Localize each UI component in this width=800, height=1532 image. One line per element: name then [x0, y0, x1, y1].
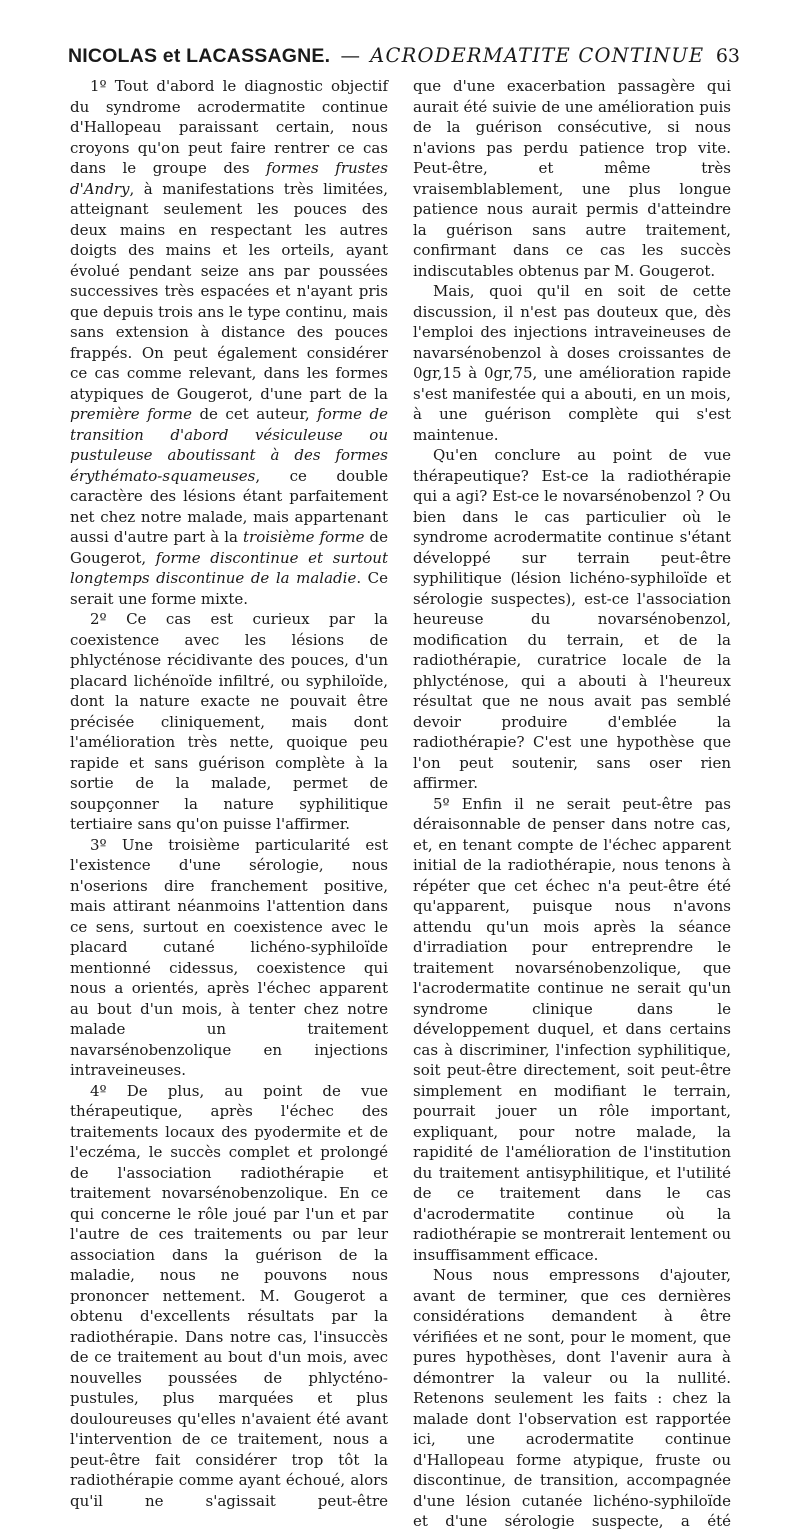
text-run: de cet auteur,: [191, 405, 318, 423]
italic-run: troisième forme: [243, 528, 365, 546]
paragraph-final: Nous nous empressons d'ajouter, avant de terminer, que ces dernières considérations demandent à être vérifiées et ne sont, pour le moment, que pures hypothèses, dont l'avenir aura à démontrer la valeur ou la nullité. Retenons seulement les faits : chez la malade dont l'observation est rapportée ici, une acrodermatite continue d'Hallopeau forme atypique, fruste ou discontinue, de transition, accompagnée d'une lésion cutanée lichéno-syphiloïde et d'une sérologie suspecte, a été: [413, 1266, 731, 1530]
text-run: de Gougerot,: [70, 528, 389, 567]
text-run: . Ce serait une forme mixte.: [70, 569, 388, 608]
paragraph-4: 4º De plus, au point de vue thérapeutique, après l'échec des traitements locaux des pyodermite et de l'eczéma, le succès complet et prolongé de l'association radiothérapie et traitement novarsénobenzolique. En ce qui concerne le rôle joué par l'un et par l'autre de ces traitements ou par leur association dans la guérison de la maladie, nous ne pouvons nous prononcer nettement. M. Gougerot a obtenu d'excellents résultats par la radiothérapie. Dans notre cas, l'insuccès de ce traitement au bout d'un mois, avec nouvelles poussées de phlycténo-pustules, plus marquées et plus douloureuses qu'elles n'avaient été avant l'intervention de ce traitement, nous a peut-être fait considérer trop tôt la radiothérapie comme ayant échoué, alors qu'il ne s'agissait peut-être: [70, 1081, 388, 1510]
header-title: ACRODERMATITE CONTINUE: [370, 44, 705, 67]
header-authors: NICOLAS et LACASSAGNE.: [68, 45, 331, 67]
paragraph-conclusion-question: Qu'en conclure au point de vue thérapeutique? Est-ce la radiothérapie qui a agi? Est-ce le novarsénobenzol ? Ou bien dans le cas particulier où le syndrome acrodermatite continue s'étant développé sur terrain peut-être syphilitique (lésion lichéno-syphiloïde et sérologie suspectes), est-ce l'association heureuse du novarsénobenzol, modification du terrain, et de la radiothérapie, curatrice locale de la phlycténose, qui a abouti à l'heureux résultat que ne nous avait pas semblé devoir produire d'emblée la radiothérapie? C'est une hypothèse que l'on peut soutenir, sans oser rien affirmer.: [413, 446, 731, 792]
paragraph-3: 3º Une troisième particularité est l'existence d'une sérologie, nous n'oserions dire franchement positive, mais attirant néanmoins l'attention dans ce sens, surtout en coexistence avec le placard cutané lichéno-syphiloïde mentionné cidessus, coexistence qui nous a orientés, après l'échec apparent au bout d'un mois, à tenter chez notre malade un traitement navarsénobenzolique en injections intraveineuses.: [70, 835, 388, 1079]
paragraph-continued: que d'une exacerbation passagère qui aurait été suivie de une amélioration puis de la guérison consécutive, si nous n'avions pas perdu patience trop vite. Peut-être, et même très vraisemblablement, une plus longue patience nous aurait permis d'atteindre la guérison sans autre traitement, confirmant dans ce cas les succès indiscutables obtenus par M. Gougerot.: [413, 77, 731, 280]
text-run: , à manifestations très limitées, atteignant seulement les pouces des deux mains en respectant les autres doigts des mains et les orteils, ayant évolué pendant seize ans par poussées successives très espacées et n'ayant pris que depuis trois ans le type continu, mais sans extension à distance des pouces frappés. On peut également considérer ce cas comme relevant, dans les formes atypiques de Gougerot, d'une part de la: [70, 179, 388, 403]
left-column: [70, 76, 388, 1511]
italic-run: forme de transition d'abord vésiculeuse ou pustuleuse aboutissant à des formes érythémato-squameuses: [70, 405, 388, 485]
text-run: 1º Tout d'abord le diagnostic objectif du syndrome acrodermatite continue d'Hallopeau paraissant certain, nous croyons qu'on peut faire rentrer ce cas dans le groupe des: [70, 77, 388, 177]
italic-run: formes frustes d'Andry: [70, 159, 388, 198]
paragraph-discussion: Mais, quoi qu'il en soit de cette discussion, il n'est pas douteux que, dès l'emploi des injections intraveineuses de navarsénobenzol à doses croissantes de 0gr,15 à 0gr,75, une amélioration rapide s'est manifestée qui a abouti, en un mois, à une guérison complète qui s'est maintenue.: [413, 282, 731, 444]
page-number: 63: [715, 45, 740, 67]
italic-run: forme discontinue et surtout longtemps discontinue de la maladie: [70, 548, 388, 587]
running-header: [68, 42, 740, 70]
right-column: [413, 76, 731, 1532]
text-run: , ce double caractère des lésions étant parfaitement net chez notre malade, mais appartenant aussi d'autre part à la: [70, 466, 388, 546]
italic-run: première forme: [70, 405, 192, 423]
paragraph-1: [70, 76, 388, 609]
paragraph-2: 2º Ce cas est curieux par la coexistence avec les lésions de phlycténose récidivante des pouces, d'un placard lichénoïde infiltré, ou syphiloïde, dont la nature exacte ne pouvait être précisée cliniquement, mais dont l'amélioration très nette, quoique peu rapide et sans guérison complète à la sortie de la malade, permet de soupçonner la nature syphilitique tertiaire sans qu'on puisse l'affirmer.: [70, 610, 388, 833]
header-dash: —: [340, 44, 360, 67]
paragraph-5: 5º Enfin il ne serait peut-être pas déraisonnable de penser dans notre cas, et, en tenant compte de l'échec apparent initial de la radiothérapie, nous tenons à répéter que cet échec n'a peut-être été qu'apparent, puisque nous n'avons attendu qu'un mois après la séance d'irradiation pour entreprendre le traitement novarsénobenzolique, que l'acrodermatite continue ne serait qu'un syndrome clinique dans le développement duquel, et dans certains cas à discriminer, l'infection syphilitique, soit peut-être directement, soit peut-être simplement en modifiant le terrain, pourrait jouer un rôle important, expliquant, pour notre malade, la rapidité de l'amélioration de l'institution du traitement antisyphilitique, et l'utilité de ce traitement dans le cas d'acrodermatite continue où la radiothérapie se montrerait lentement ou insuffisamment efficace.: [413, 794, 731, 1264]
